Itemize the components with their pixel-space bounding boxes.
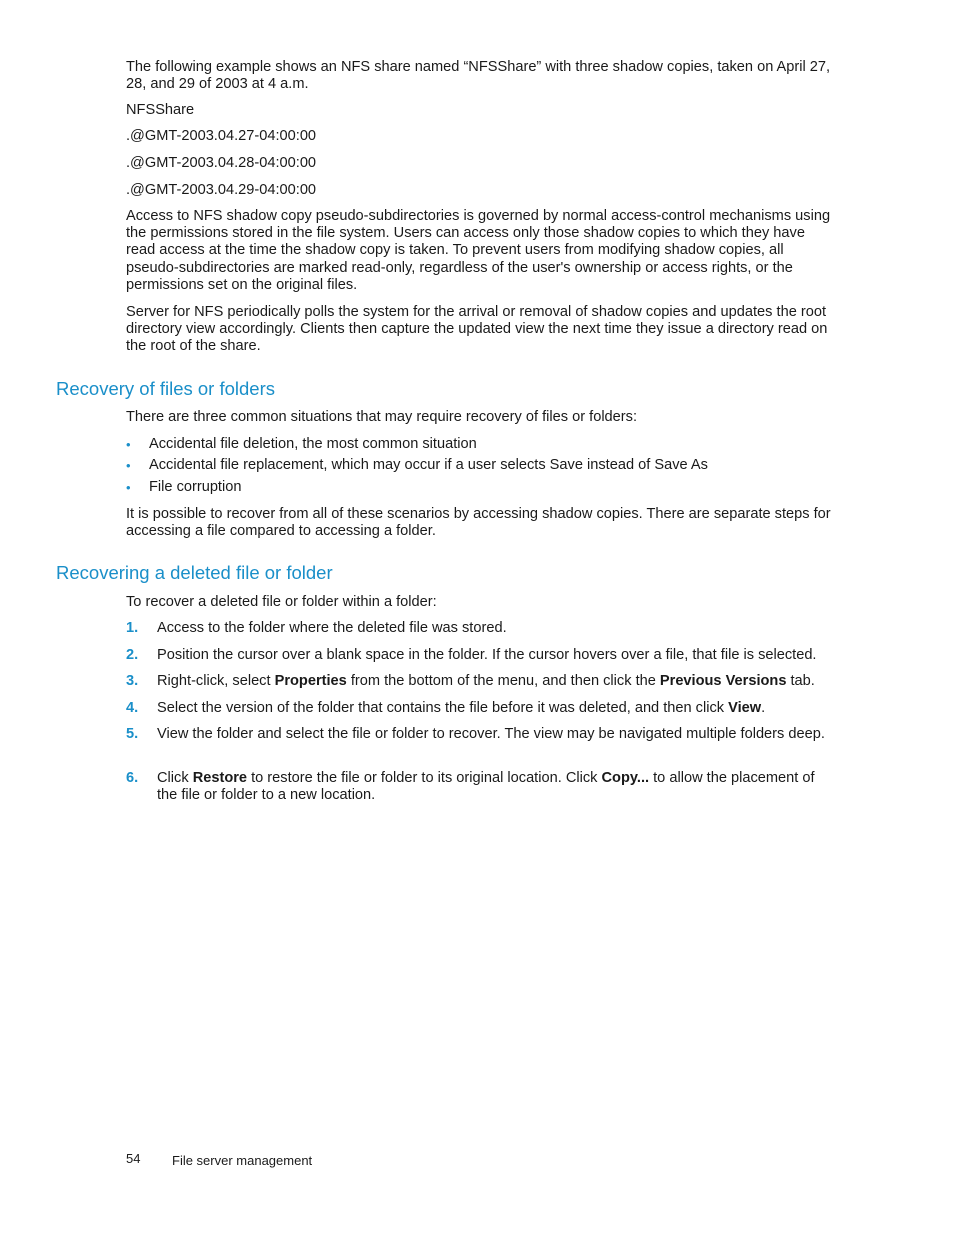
step-text [157, 673, 837, 690]
step-text-run: Right-click, select [157, 673, 275, 689]
step-number: 5. [126, 726, 139, 742]
shadow-copy-2: .@GMT-2003.04.28-04:00:00 [126, 155, 317, 171]
step-text [157, 620, 837, 637]
ui-label-previous-versions: Previous Versions [659, 673, 787, 689]
polling-paragraph: Server for NFS periodically polls the system for the arrival or removal of shadow copies and updates the root directory view accordingly. Clients then capture the updated view the next time they issue a directory read on the root of the share. [126, 304, 828, 355]
access-paragraph: Access to NFS shadow copy pseudo-subdirectories is governed by normal access-control mechanisms using the permissions stored in the file system. Users can access only those shadow copies to which they have read access at the time the shadow copy is taken. To prevent users from modifying shadow copies, all pseudo-subdirectories are marked read-only, regardless of the user's ownership or access rights, or the permissions set on the original files. [126, 208, 831, 293]
step-text-run: tab. [786, 673, 815, 689]
shadow-copy-3: .@GMT-2003.04.29-04:00:00 [126, 182, 317, 198]
step-number: 1. [126, 620, 139, 636]
bullet-icon: • [126, 437, 131, 452]
step-number: 4. [126, 700, 139, 716]
step-text-run: Access to the folder where the deleted file was stored. [157, 620, 507, 636]
shadow-copy-1: .@GMT-2003.04.27-04:00:00 [126, 128, 317, 144]
ui-label-restore: Restore [192, 770, 248, 786]
step-text [157, 647, 837, 664]
bullet-text: Accidental file replacement, which may occur if a user selects Save instead of Save As [149, 457, 708, 473]
section-lead: There are three common situations that may require recovery of files or folders: [126, 409, 638, 425]
step-text [157, 700, 837, 717]
step-text [157, 726, 837, 743]
ui-label-copy: Copy... [601, 770, 650, 786]
step-text-run: Select the version of the folder that contains the file before it was deleted, and then click [157, 700, 729, 716]
intro-paragraph: The following example shows an NFS share named “NFSShare” with three shadow copies, taken on April 27, 28, and 29 of 2003 at 4 a.m. [126, 59, 831, 93]
scenarios-paragraph: It is possible to recover from all of these scenarios by accessing shadow copies. There are separate steps for accessing a file compared to accessing a folder. [126, 506, 831, 540]
section-heading-recovering-deleted: Recovering a deleted file or folder [56, 562, 333, 583]
step-text-run: . [761, 700, 766, 716]
step-text-run: Position the cursor over a blank space in the folder. If the cursor hovers over a file, that file is selected. [157, 647, 817, 663]
step-text [157, 770, 837, 804]
step-text-run: View the folder and select the file or folder to recover. The view may be navigated multiple folders deep. [157, 726, 825, 742]
step-number: 2. [126, 647, 139, 663]
ui-label-view: View [728, 700, 762, 716]
share-name: NFSShare [126, 102, 195, 118]
footer-section-title: File server management [172, 1153, 313, 1168]
ui-label-properties: Properties [274, 673, 347, 689]
bullet-text: File corruption [149, 479, 242, 495]
step-text-run: to allow the placement of the file or folder to a new location. [157, 770, 815, 804]
step-text-run: Click [157, 770, 193, 786]
step-text-run: to restore the file or folder to its original location. Click [247, 770, 602, 786]
bullet-icon: • [126, 458, 131, 473]
step-number: 3. [126, 673, 139, 689]
steps-lead: To recover a deleted file or folder within a folder: [126, 594, 437, 610]
step-text-run: from the bottom of the menu, and then click the [346, 673, 660, 689]
bullet-icon: • [126, 480, 131, 495]
step-number: 6. [126, 770, 139, 786]
page-number: 54 [126, 1151, 141, 1166]
bullet-text: Accidental file deletion, the most common situation [149, 436, 477, 452]
section-heading-recovery: Recovery of files or folders [56, 378, 276, 399]
